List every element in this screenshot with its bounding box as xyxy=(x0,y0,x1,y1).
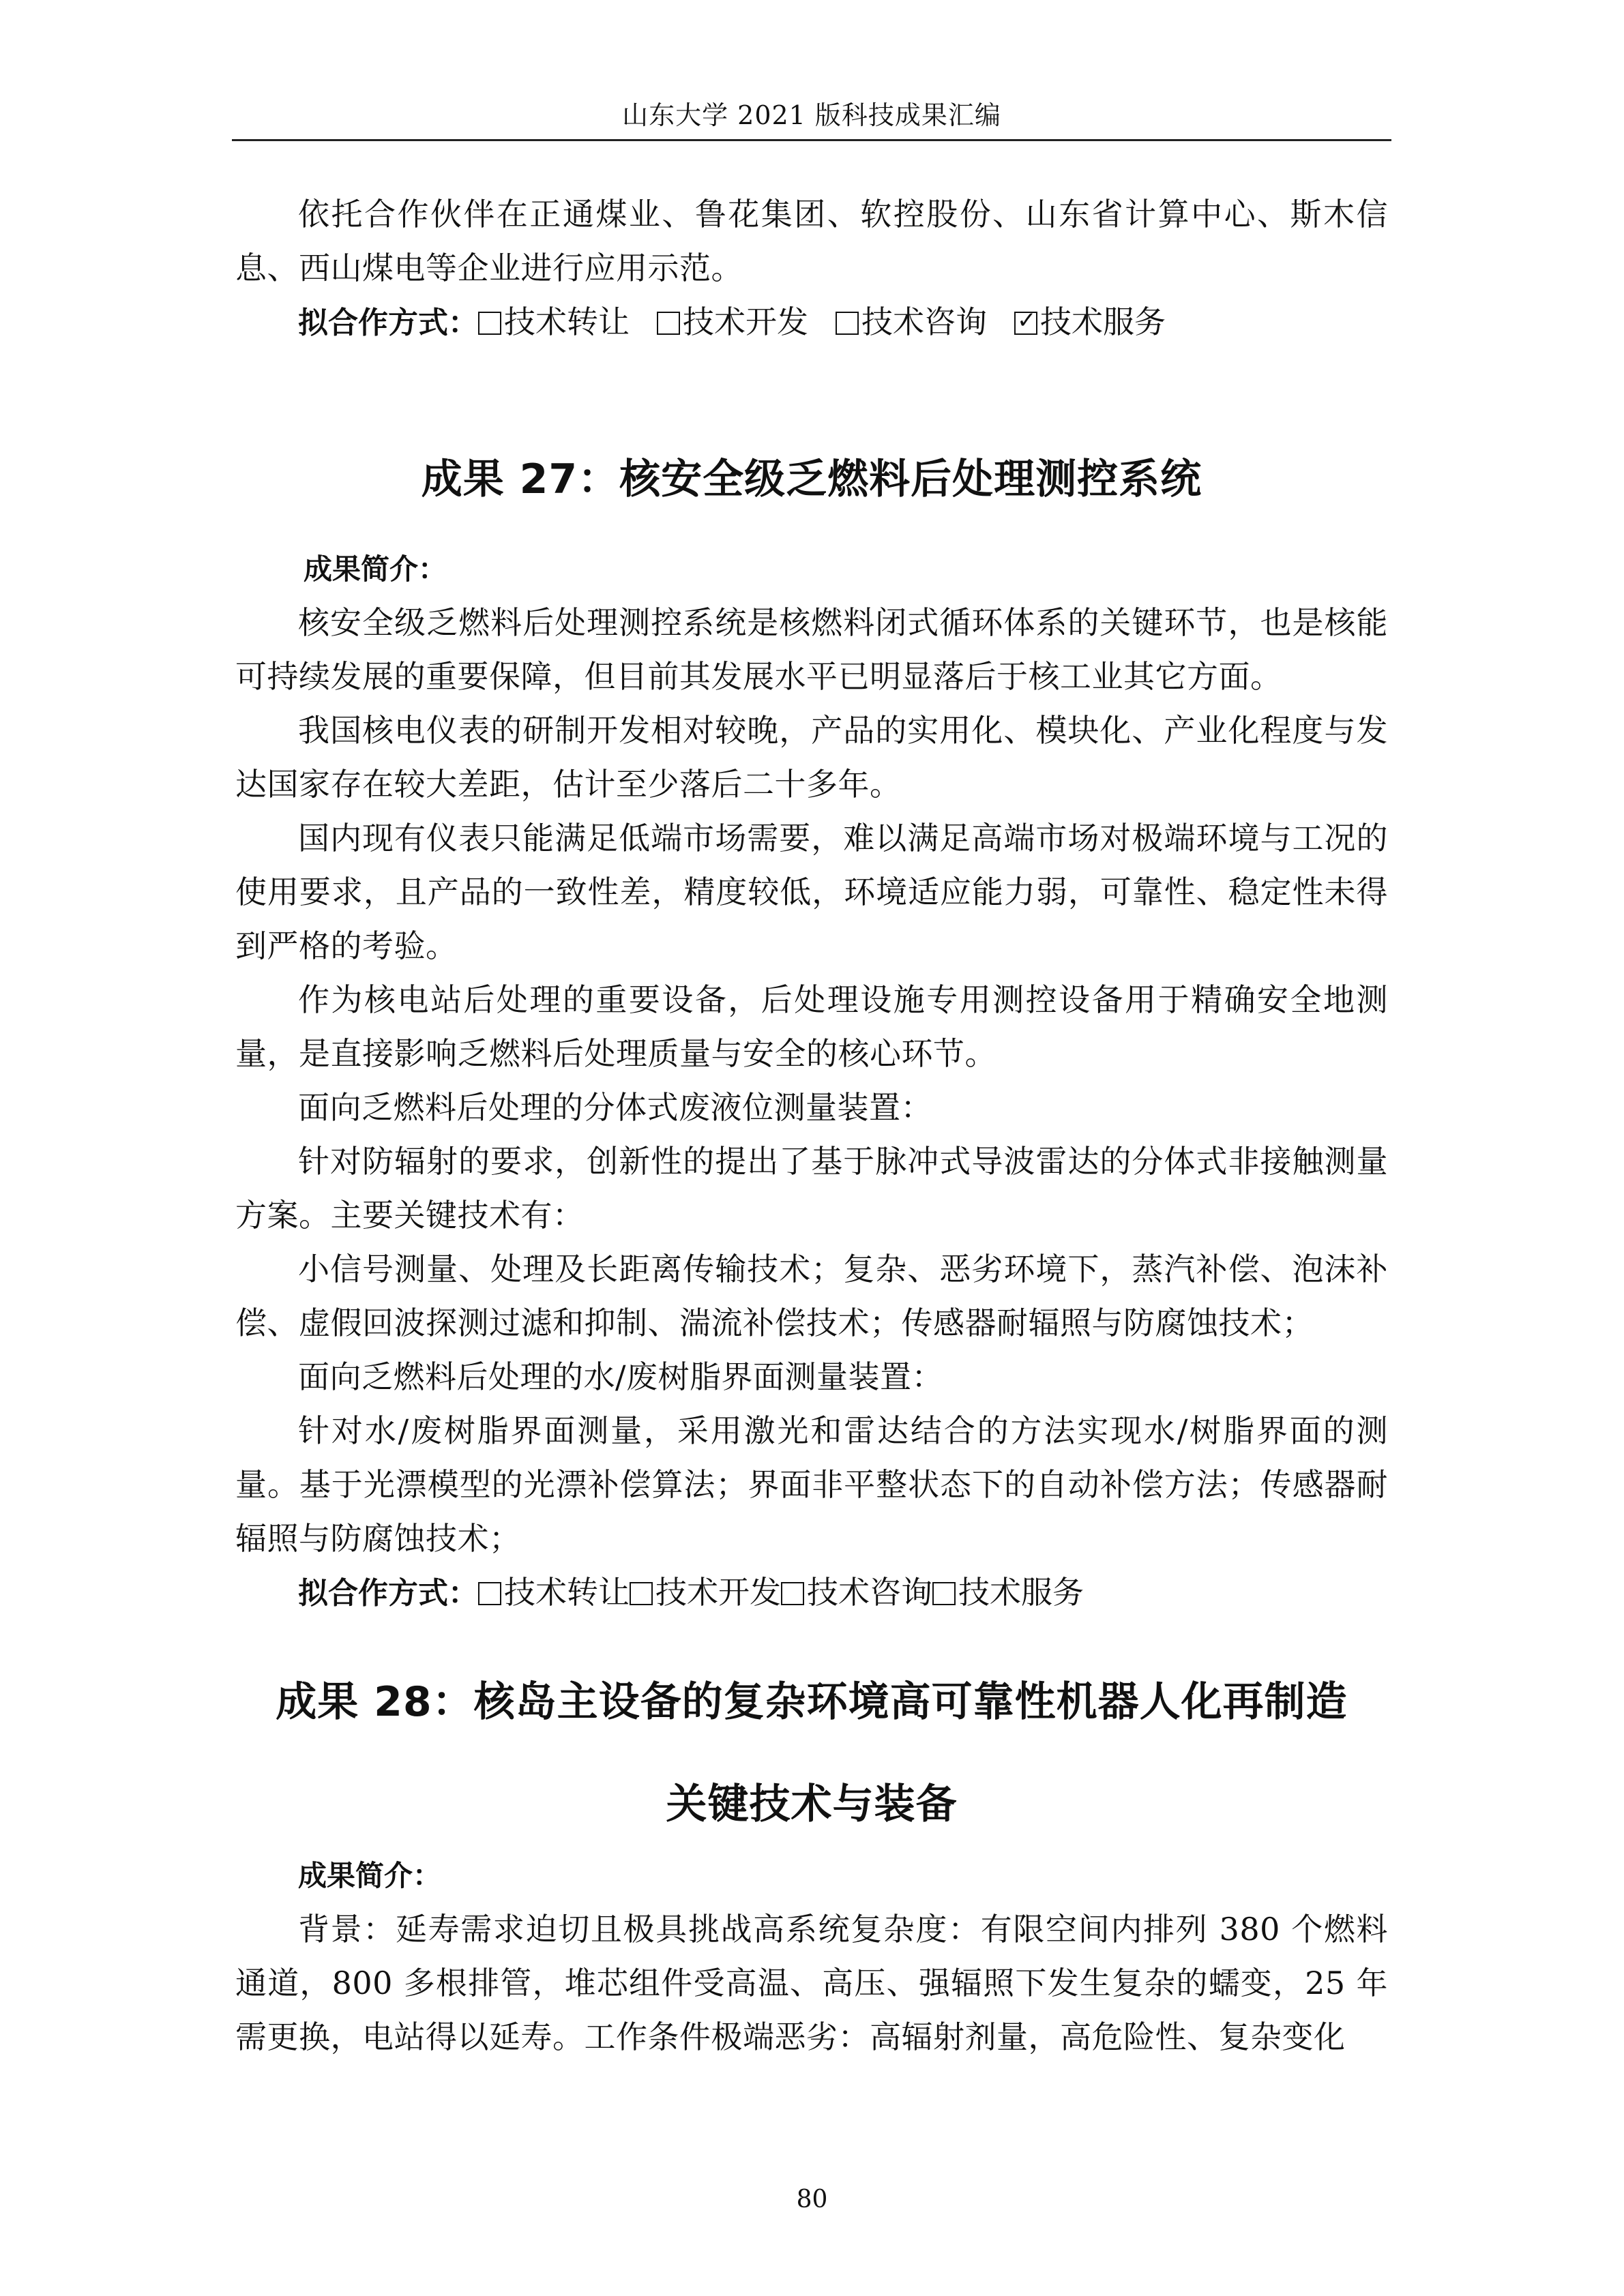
checkbox-icon xyxy=(478,1582,501,1605)
option-consulting: 技术咨询 xyxy=(836,295,987,349)
checkbox-icon xyxy=(836,312,859,335)
running-header: 山东大学 2021 版科技成果汇编 xyxy=(622,100,1001,130)
option-transfer: 技术转让 xyxy=(478,295,630,349)
result-28-title-line-1: 成果 28：核岛主设备的复杂环境高可靠性机器人化再制造 xyxy=(276,1678,1348,1726)
option-development: 技术开发 xyxy=(630,1566,781,1620)
option-service: 技术服务 xyxy=(932,1566,1084,1620)
checkbox-checked-icon xyxy=(1014,312,1037,335)
result-27-paragraph: 针对防辐射的要求，创新性的提出了基于脉冲式导波雷达的分体式非接触测量方案。主要关键技术有： xyxy=(235,1143,1388,1234)
checkbox-icon xyxy=(630,1582,653,1605)
cooperation-label: 拟合作方式： xyxy=(298,305,478,340)
result-27-paragraph: 小信号测量、处理及长距离传输技术；复杂、恶劣环境下，蒸汽补偿、泡沫补偿、虚假回波探测过滤和抑制、湍流补偿技术；传感器耐辐照与防腐蚀技术； xyxy=(235,1251,1388,1341)
result-27-title: 成果 27：核安全级乏燃料后处理测控系统 xyxy=(421,456,1202,503)
checkbox-icon xyxy=(932,1582,956,1605)
result-27-paragraph: 针对水/废树脂界面测量，采用激光和雷达结合的方法实现水/树脂界面的测量。基于光漂模型的光漂补偿算法；界面非平整状态下的自动补偿方法；传感器耐辐照与防腐蚀技术； xyxy=(235,1412,1388,1557)
result-28-paragraph: 背景：延寿需求迫切且极具挑战高系统复杂度：有限空间内排列 380 个燃料通道，800 多根排管，堆芯组件受高温、高压、强辐照下发生复杂的蠕变，25 年需更换，电站得以延寿。工作条件极端恶劣：高辐射剂量，高危险性、复杂变化 xyxy=(235,1911,1388,2055)
option-consulting: 技术咨询 xyxy=(781,1566,932,1620)
checkbox-icon xyxy=(657,312,680,335)
page-number: 80 xyxy=(796,2186,828,2213)
result-27-paragraph: 作为核电站后处理的重要设备，后处理设施专用测控设备用于精确安全地测量，是直接影响乏燃料后处理质量与安全的核心环节。 xyxy=(235,981,1388,1072)
cooperation-label: 拟合作方式： xyxy=(298,1576,478,1611)
intro-cooperation-line xyxy=(235,295,1388,350)
result-27-paragraph: 面向乏燃料后处理的水/废树脂界面测量装置： xyxy=(298,1358,943,1395)
checkbox-icon xyxy=(478,312,501,335)
option-development: 技术开发 xyxy=(657,295,808,349)
option-service: ✓ 技术服务 xyxy=(1014,295,1166,349)
result-28-title-line-2: 关键技术与装备 xyxy=(666,1780,958,1828)
page-content xyxy=(235,188,1388,2064)
result-27-cooperation-line xyxy=(235,1566,1388,1620)
result-28-summary-label: 成果简介： xyxy=(298,1859,442,1892)
result-27-paragraph: 我国核电仪表的研制开发相对较晚，产品的实用化、模块化、产业化程度与发达国家存在较大差距，估计至少落后二十多年。 xyxy=(235,712,1388,803)
option-transfer: 技术转让 xyxy=(478,1566,630,1620)
header-rule xyxy=(232,139,1391,141)
result-27-paragraph: 面向乏燃料后处理的分体式废液位测量装置： xyxy=(298,1089,932,1126)
result-27-paragraph: 国内现有仪表只能满足低端市场需要，难以满足高端市场对极端环境与工况的使用要求，且产品的一致性差，精度较低，环境适应能力弱，可靠性、稳定性未得到严格的考验。 xyxy=(235,820,1388,964)
result-27-summary-label: 成果简介： xyxy=(304,552,447,586)
result-27-paragraph: 核安全级乏燃料后处理测控系统是核燃料闭式循环体系的关键环节，也是核能可持续发展的重要保障，但目前其发展水平已明显落后于核工业其它方面。 xyxy=(235,604,1388,695)
checkbox-icon xyxy=(781,1582,804,1605)
intro-paragraph: 依托合作伙伴在正通煤业、鲁花集团、软控股份、山东省计算中心、斯木信息、西山煤电等企业进行应用示范。 xyxy=(235,196,1388,286)
